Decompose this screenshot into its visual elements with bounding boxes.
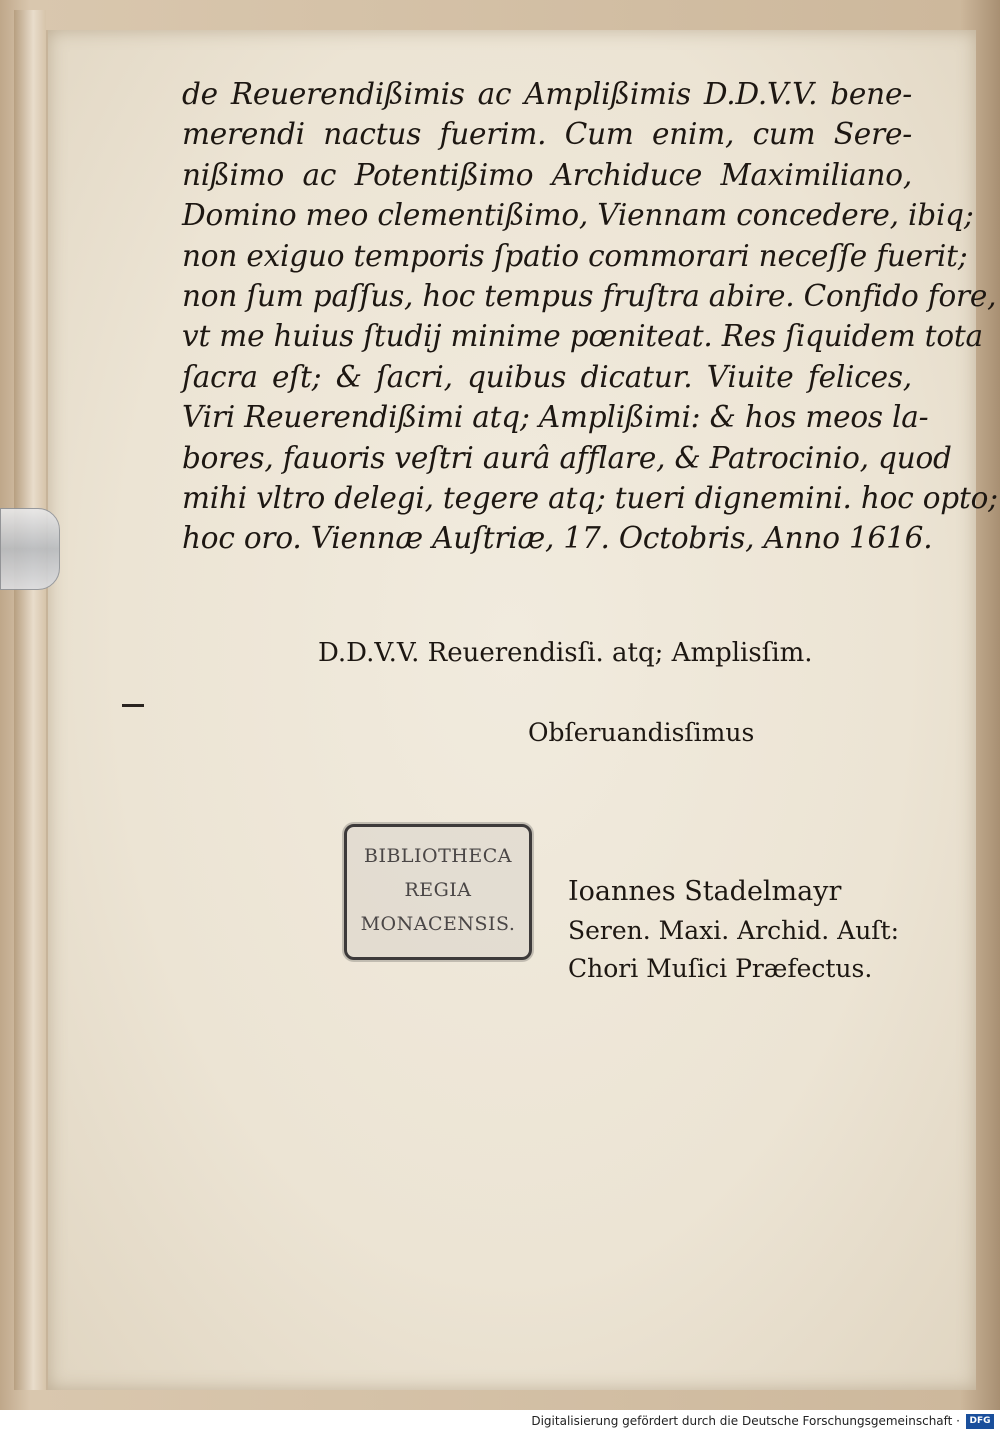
page-edge: [14, 10, 46, 1390]
author-role: Chori Muſici Præfectus.: [568, 954, 873, 983]
body-line: nißimo ac Potentißimo Archiduce Maximiliano,: [182, 157, 912, 192]
body-line: hoc oro. Viennæ Auſtriæ, 17. Octobris, Anno 1616.: [182, 521, 933, 556]
body-line: merendi nactus fuerim. Cum enim, cum Sere-: [182, 117, 912, 152]
body-line: ſacra eſt; & ſacri, quibus dicatur. Viuite felices,: [182, 359, 912, 394]
stamp-line-2: REGIA: [404, 879, 472, 901]
margin-mark: [122, 704, 144, 707]
author-name: Ioannes Stadelmayr: [568, 876, 842, 907]
closing-observandissimus: Obſeruandisſimus: [528, 718, 755, 747]
body-line: Domino meo clementißimo, Viennam concedere, ibiq;: [182, 198, 974, 233]
stamp-line-3: MONACENSIS.: [360, 913, 516, 935]
body-line: bores, fauoris veſtri aurâ afflare, & Patrocinio, quod: [182, 440, 952, 475]
digitization-footer: [0, 1410, 1000, 1434]
body-line: vt me huius ſtudij minime pœniteat. Res ſiquidem tota: [182, 319, 983, 354]
body-line: Viri Reuerendißimi atq; Amplißimi: & hos meos la-: [182, 400, 929, 435]
library-stamp: [344, 824, 532, 960]
dfg-logo: DFG: [966, 1414, 994, 1429]
closing-salutation: D.D.V.V. Reuerendisſi. atq; Amplisſim.: [318, 638, 813, 668]
stamp-line-1: BIBLIOTHECA: [364, 845, 512, 867]
body-line: mihi vltro delegi, tegere atq; tueri dignemini. hoc opto;: [182, 481, 998, 516]
author-title: Seren. Maxi. Archid. Auſt:: [568, 916, 900, 945]
page-clip: [0, 508, 60, 590]
body-line: de Reuerendißimis ac Amplißimis D.D.V.V. bene-: [182, 77, 912, 111]
body-line: non exiguo temporis ſpatio commorari neceſſe fuerit;: [182, 238, 968, 273]
footer-text: Digitalisierung gefördert durch die Deutsche Forschungsgemeinschaft ·: [531, 1414, 960, 1428]
author-signature: [568, 872, 899, 988]
body-line: non ſum paſſus, hoc tempus fruſtra abire. Confido fore,: [182, 279, 997, 314]
dedication-body: [182, 74, 998, 559]
